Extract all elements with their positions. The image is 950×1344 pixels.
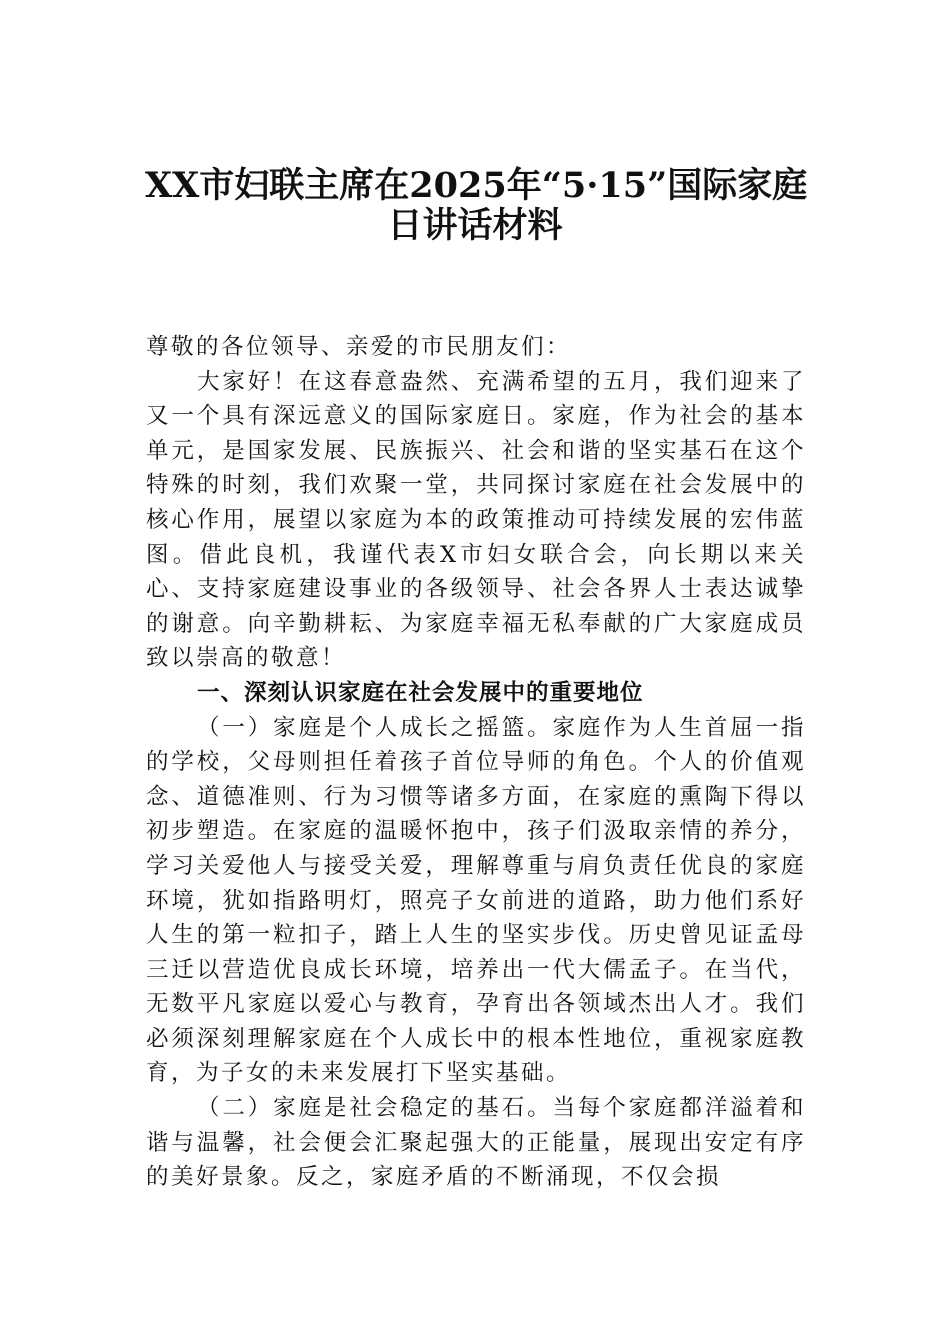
document-title-line-1: XX市妇联主席在2025年“5·15”国际家庭 <box>145 165 808 206</box>
salutation: 尊敬的各位领导、亲爱的市民朋友们： <box>146 334 572 360</box>
document-title-line-2: 日讲话材料 <box>387 205 563 246</box>
section-1-heading: 一、深刻认识家庭在社会发展中的重要地位 <box>197 679 644 706</box>
intro-paragraph: 大家好！在这春意盎然、充满希望的五月，我们迎来了又一个具有深远意义的国际家庭日。家庭，作为社会的基本单元，是国家发展、民族振兴、社会和谐的坚实基石在这个特殊的时刻，我们欢聚一堂，共同探讨家庭在社会发展中的核心作用，展望以家庭为本的政策推动可持续发展的宏伟蓝图。借此良机，我谨代表X市妇女联合会，向长期以来关心、支持家庭建设事业的各级领导、社会各界人士表达诚挚的谢意。向辛勤耕耘、为家庭幸福无私奉献的广大家庭成员致以崇高的敬意！ <box>146 368 806 672</box>
document-body <box>146 330 806 1195</box>
paragraph-2: （二）家庭是社会稳定的基石。当每个家庭都洋溢着和谐与温馨，社会便会汇聚起强大的正能量，展现出安定有序的美好景象。反之，家庭矛盾的不断涌现，不仅会损 <box>146 1095 806 1191</box>
paragraph-1: （一）家庭是个人成长之摇篮。家庭作为人生首屈一指的学校，父母则担任着孩子首位导师的角色。个人的价值观念、道德准则、行为习惯等诸多方面，在家庭的熏陶下得以初步塑造。在家庭的温暖怀抱中，孩子们汲取亲情的养分，学习关爱他人与接受关爱，理解尊重与肩负责任优良的家庭环境，犹如指路明灯，照亮子女前进的道路，助力他们系好人生的第一粒扣子，踏上人生的坚实步伐。历史曾见证孟母三迁以营造优良成长环境，培养出一代大儒孟子。在当代，无数平凡家庭以爱心与教育，孕育出各领域杰出人才。我们必须深刻理解家庭在个人成长中的根本性地位，重视家庭教育，为子女的未来发展打下坚实基础。 <box>146 714 806 1087</box>
